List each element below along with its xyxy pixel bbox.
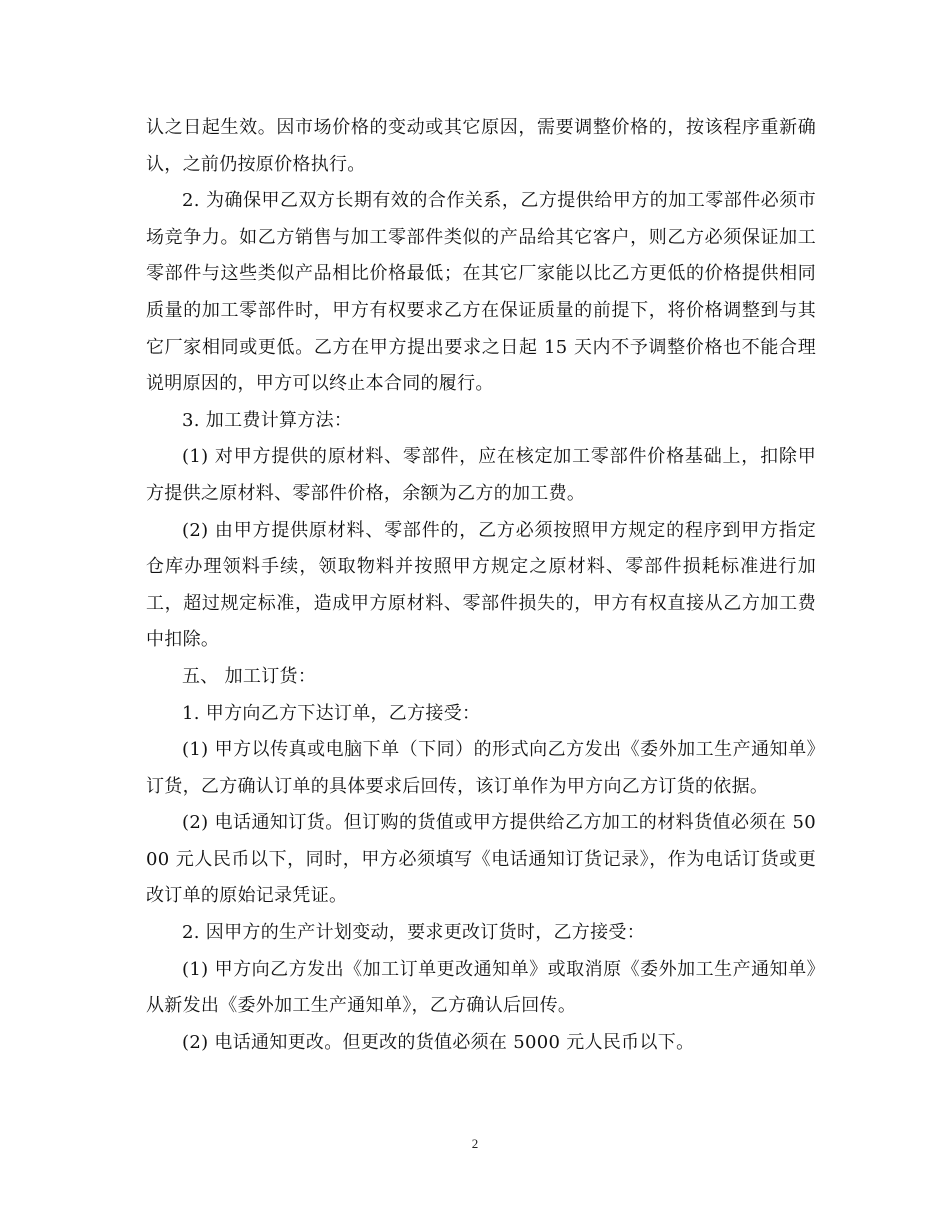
paragraph-clause-3-heading: 3. 加工费计算方法： bbox=[182, 409, 353, 431]
paragraph-price-confirmation: 认之日起生效。因市场价格的变动或其它原因，需要调整价格的，按该程序重新确认，之前仍按原价格执行。 bbox=[146, 117, 816, 175]
paragraph-order-clause-2-item-1: (1) 甲方向乙方发出《加工订单更改通知单》或取消原《委外加工生产通知单》从新发出《委外加工生产通知单》，乙方确认后回传。 bbox=[146, 958, 816, 1017]
paragraph-clause-3-item-2: (2) 由甲方提供原材料、零部件的，乙方必须按照甲方规定的程序到甲方指定仓库办理领料手续，领取物料并按照甲方规定之原材料、零部件损耗标准进行加工，超过规定标准，造成甲方原材料、零部件损失的，甲方有权直接从乙方加工费中扣除。 bbox=[146, 519, 816, 651]
page-number: 2 bbox=[471, 1136, 479, 1151]
paragraph-clause-2-competitiveness: 2. 为确保甲乙双方长期有效的合作关系，乙方提供给甲方的加工零部件必须市场竞争力。如乙方销售与加工零部件类似的产品给其它客户，则乙方必须保证加工零部件与这些类似产品相比价格最低；在其它厂家能以比乙方更低的价格提供相同质量的加工零部件时，甲方有权要求乙方在保证质量的前提下，将价格调整到与其它厂家相同或更低。乙方在甲方提出要求之日起 15 天内不予调整价格也不能合理说明原因的，甲方可以终止本合同的履行。 bbox=[146, 190, 816, 395]
paragraph-order-clause-1-item-2: (2) 电话通知订货。但订购的货值或甲方提供给乙方加工的材料货值必须在 5000 元人民币以下，同时，甲方必须填写《电话通知订货记录》，作为电话订货或更改订单的原始记录凭证。 bbox=[146, 812, 816, 907]
section-heading-five: 五、 加工订货： bbox=[182, 665, 317, 687]
paragraph-order-clause-2-item-2: (2) 电话通知更改。但更改的货值必须在 5000 元人民币以下。 bbox=[182, 1031, 695, 1053]
paragraph-order-clause-1-item-1: (1) 甲方以传真或电脑下单（下同）的形式向乙方发出《委外加工生产通知单》订货，乙方确认订单的具体要求后回传，该订单作为甲方向乙方订货的依据。 bbox=[146, 739, 816, 797]
document-body bbox=[146, 110, 816, 1061]
paragraph-order-clause-1: 1. 甲方向乙方下达订单，乙方接受： bbox=[182, 702, 481, 724]
paragraph-clause-3-item-1: (1) 对甲方提供的原材料、零部件，应在核定加工零部件价格基础上，扣除甲方提供之原材料、零部件价格，余额为乙方的加工费。 bbox=[146, 446, 816, 504]
paragraph-order-clause-2: 2. 因甲方的生产计划变动，要求更改订货时，乙方接受： bbox=[182, 922, 645, 944]
